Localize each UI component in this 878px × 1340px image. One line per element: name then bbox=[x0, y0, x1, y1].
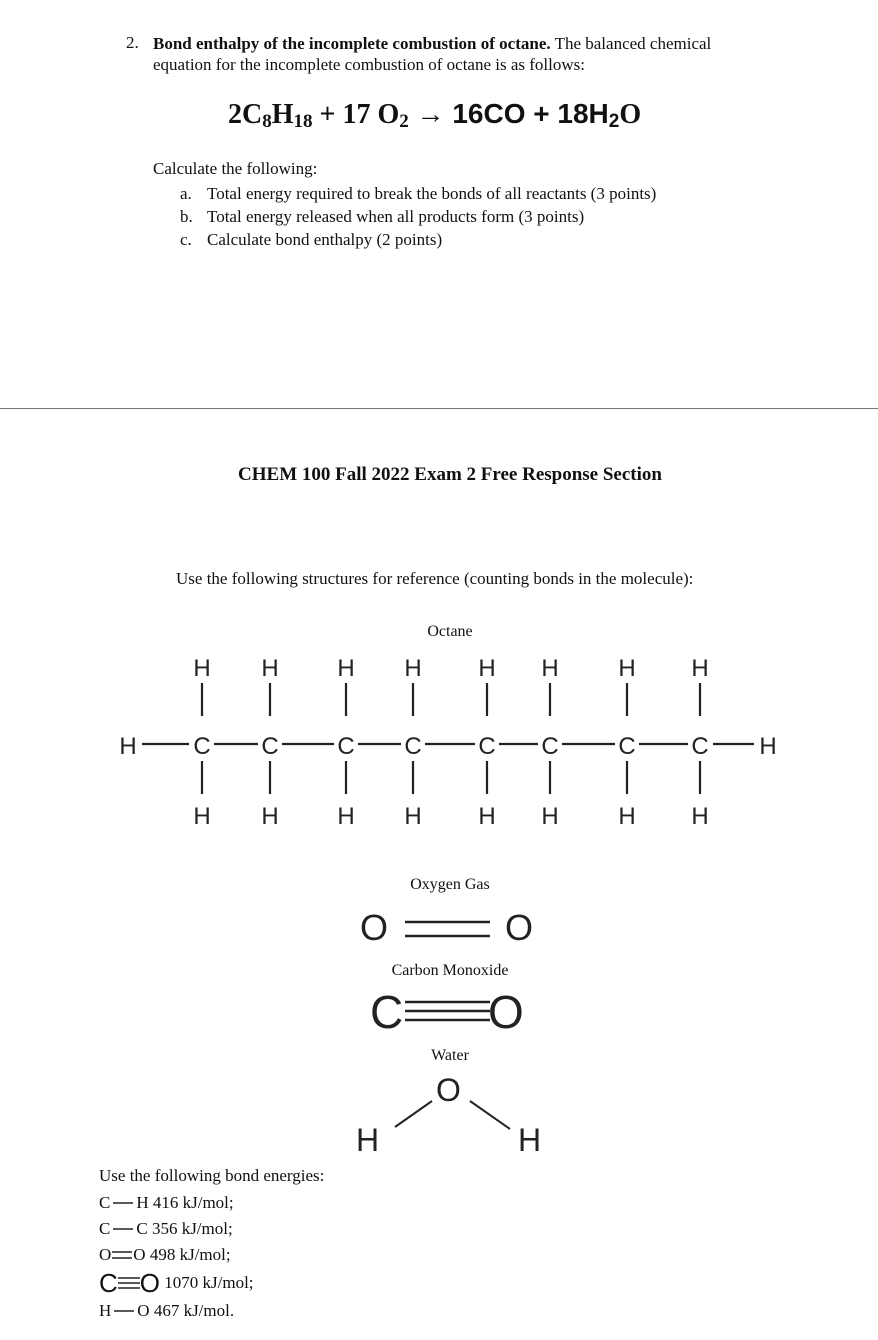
co-structure bbox=[350, 980, 550, 1040]
exam-title: CHEM 100 Fall 2022 Exam 2 Free Response Section bbox=[238, 464, 662, 485]
bond-value: 416 kJ/mol; bbox=[152, 1193, 234, 1212]
item-label: a. bbox=[180, 184, 192, 203]
list-item bbox=[180, 228, 656, 251]
water-oxygen: O bbox=[436, 1072, 461, 1108]
eq-water-o: O bbox=[619, 99, 642, 130]
single-bond-icon bbox=[110, 1197, 136, 1209]
bond-energy-co bbox=[99, 1268, 254, 1298]
bond-atom-b: O bbox=[139, 1268, 161, 1298]
single-bond-icon bbox=[110, 1223, 136, 1235]
oxygen-label: Oxygen Gas bbox=[410, 876, 490, 893]
bond-energies-heading: Use the following bond energies: bbox=[99, 1166, 325, 1185]
octane-hydrogen-bottom: H bbox=[541, 803, 559, 830]
bond-energies-list bbox=[99, 1190, 254, 1324]
balanced-equation bbox=[228, 98, 641, 131]
question-number: 2. bbox=[126, 33, 139, 52]
oxygen-atom-2: O bbox=[505, 907, 534, 948]
reference-instruction: Use the following structures for reference (counting bonds in the molecule): bbox=[176, 569, 694, 588]
octane-hydrogen-bottom: H bbox=[261, 803, 279, 830]
octane-hydrogen-top: H bbox=[193, 655, 211, 682]
octane-hydrogen-top: H bbox=[261, 655, 279, 682]
bond-atom-a: H bbox=[99, 1301, 112, 1320]
eq-octane-sub-h: 18 bbox=[293, 111, 313, 132]
single-bond-icon bbox=[111, 1305, 137, 1317]
bond-value: 498 kJ/mol; bbox=[149, 1245, 231, 1264]
eq-oxygen-sub: 2 bbox=[399, 111, 409, 132]
eq-coef-octane: 2 bbox=[228, 99, 242, 130]
octane-label: Octane bbox=[427, 623, 473, 640]
bond-atom-a: O bbox=[99, 1245, 112, 1264]
bond-energy-cc bbox=[99, 1216, 254, 1242]
eq-arrow: → bbox=[408, 98, 453, 129]
bond-atom-b: C bbox=[136, 1219, 148, 1238]
octane-carbon: C bbox=[541, 733, 559, 760]
calculate-intro: Calculate the following: bbox=[153, 159, 318, 178]
water-label: Water bbox=[431, 1047, 469, 1064]
item-label: b. bbox=[180, 207, 193, 226]
eq-octane-c: C bbox=[242, 99, 263, 130]
octane-hydrogen-bottom: H bbox=[337, 803, 355, 830]
bond-atom-a: C bbox=[99, 1268, 118, 1298]
bond-atom-b: O bbox=[137, 1301, 150, 1320]
eq-oxygen: O bbox=[377, 99, 400, 130]
octane-carbon: C bbox=[618, 733, 636, 760]
octane-hydrogen-top: H bbox=[478, 655, 496, 682]
bond-energy-ch bbox=[99, 1190, 254, 1216]
page-divider bbox=[0, 408, 878, 409]
octane-hydrogen-bottom: H bbox=[193, 803, 211, 830]
octane-structure bbox=[0, 640, 878, 840]
octane-carbon: C bbox=[404, 733, 422, 760]
triple-bond-icon bbox=[118, 1275, 140, 1291]
octane-carbon: C bbox=[261, 733, 279, 760]
list-item bbox=[180, 205, 656, 228]
eq-coef-oxygen: 17 bbox=[342, 99, 378, 130]
co-carbon: C bbox=[370, 986, 404, 1038]
bond-energy-ho bbox=[99, 1298, 254, 1324]
bond-value: 1070 kJ/mol; bbox=[164, 1273, 254, 1292]
eq-water: 18H bbox=[557, 98, 609, 129]
octane-hydrogen-top: H bbox=[337, 655, 355, 682]
bond-value: 467 kJ/mol. bbox=[153, 1301, 235, 1320]
oxygen-atom-1: O bbox=[360, 907, 389, 948]
octane-hydrogen-top: H bbox=[404, 655, 422, 682]
eq-plus-2: + bbox=[525, 98, 558, 129]
item-text: Total energy released when all products form (3 points) bbox=[207, 207, 585, 226]
water-hydrogen-left: H bbox=[356, 1122, 380, 1158]
double-bond-icon bbox=[111, 1249, 133, 1261]
bond-atom-a: C bbox=[99, 1219, 111, 1238]
octane-hydrogen-bottom: H bbox=[478, 803, 496, 830]
list-item bbox=[180, 182, 656, 205]
octane-hydrogen-bottom: H bbox=[618, 803, 636, 830]
co-oxygen: O bbox=[488, 986, 524, 1038]
question-intro: The balanced chemical equation for the incomplete combustion of octane is as follows: bbox=[153, 34, 712, 74]
octane-carbon: C bbox=[691, 733, 709, 760]
eq-octane-h: H bbox=[271, 99, 294, 130]
octane-carbon: C bbox=[337, 733, 355, 760]
octane-hydrogen-right: H bbox=[759, 733, 777, 760]
water-hydrogen-right: H bbox=[518, 1122, 542, 1158]
oxygen-structure bbox=[350, 900, 550, 960]
eq-water-sub: 2 bbox=[608, 111, 620, 132]
item-label: c. bbox=[180, 230, 192, 249]
calculate-list bbox=[180, 182, 656, 251]
item-text: Total energy required to break the bonds of all reactants (3 points) bbox=[207, 184, 657, 203]
octane-carbon: C bbox=[478, 733, 496, 760]
octane-hydrogen-bottom: H bbox=[691, 803, 709, 830]
bond-atom-a: C bbox=[99, 1193, 111, 1212]
oh-bond-left bbox=[395, 1101, 432, 1127]
oh-bond-right bbox=[470, 1101, 510, 1129]
question-text bbox=[153, 33, 773, 75]
octane-hydrogen-top: H bbox=[541, 655, 559, 682]
co-label: Carbon Monoxide bbox=[391, 962, 509, 979]
octane-hydrogen-bottom: H bbox=[404, 803, 422, 830]
bond-atom-b: O bbox=[133, 1245, 146, 1264]
octane-hydrogen-top: H bbox=[618, 655, 636, 682]
octane-carbon: C bbox=[193, 733, 211, 760]
question-title: Bond enthalpy of the incomplete combustion of octane. bbox=[153, 34, 551, 53]
bond-atom-b: H bbox=[136, 1193, 149, 1212]
bond-energy-oo bbox=[99, 1242, 254, 1268]
eq-co: 16CO bbox=[452, 98, 526, 129]
octane-hydrogen-top: H bbox=[691, 655, 709, 682]
bond-value: 356 kJ/mol; bbox=[151, 1219, 233, 1238]
eq-plus: + bbox=[312, 99, 343, 130]
water-structure bbox=[340, 1065, 560, 1160]
item-text: Calculate bond enthalpy (2 points) bbox=[207, 230, 443, 249]
eq-octane-sub-c: 8 bbox=[262, 111, 272, 132]
octane-hydrogen-left: H bbox=[119, 733, 137, 760]
